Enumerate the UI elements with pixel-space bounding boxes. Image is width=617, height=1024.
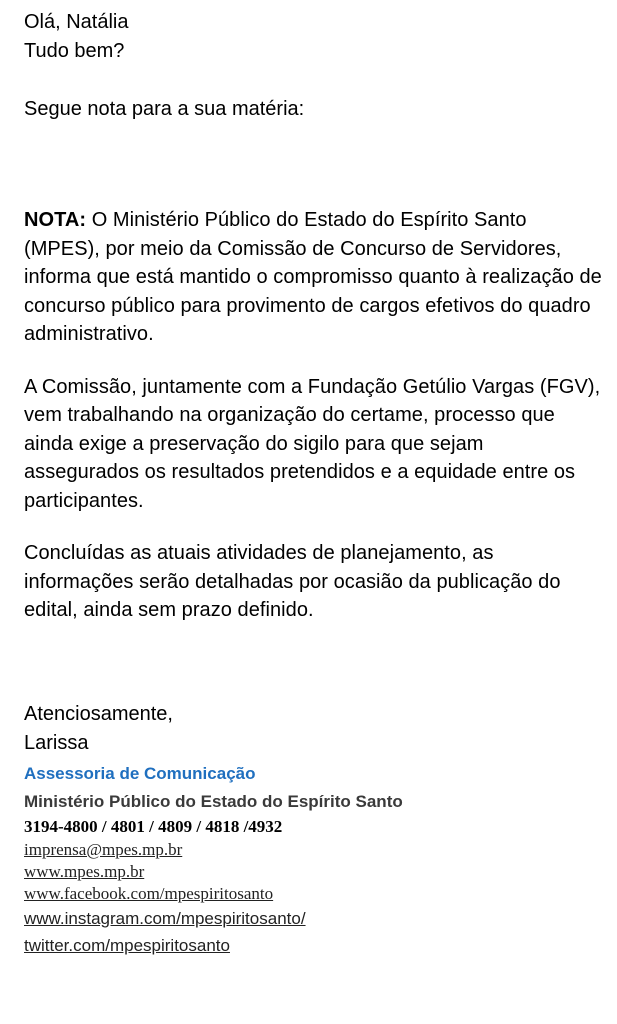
spacer — [24, 66, 604, 95]
spacer — [24, 124, 604, 206]
signature-twitter-link[interactable]: twitter.com/mpespiritosanto — [24, 935, 230, 955]
sender-name: Larissa — [24, 731, 89, 754]
signature-instagram-link[interactable]: www.instagram.com/mpespiritosanto/ — [24, 908, 306, 928]
email-signature — [24, 762, 604, 959]
signature-department: Assessoria de Comunicação — [24, 763, 256, 783]
signature-organization: Ministério Público do Estado do Espírito Santo — [24, 791, 403, 811]
greeting-line: Olá, Natália — [24, 11, 129, 33]
note-paragraph-1-text: O Ministério Público do Estado do Espírito Santo (MPES), por meio da Comissão de Concurso de Servidores, informa que está mantido o compromisso quanto à realização de concurso público para provimento de cargos efetivos do quadro administrativo. — [24, 209, 602, 345]
note-paragraph-1 — [24, 206, 602, 349]
spacer — [24, 515, 604, 539]
intro-text: Segue nota para a sua matéria: — [24, 98, 305, 120]
note-paragraph-2: A Comissão, juntamente com a Fundação Getúlio Vargas (FGV), vem trabalhando na organização do certame, processo que ainda exige a preservação do sigilo para que sejam assegurados os resultados pretendidos e a equidade entre os participantes. — [24, 375, 601, 512]
spacer — [24, 349, 604, 373]
note-paragraph-3: Concluídas as atuais atividades de planejamento, as informações serão detalhadas por ocasião da publicação do edital, ainda sem prazo definido. — [24, 542, 561, 621]
greeting-question: Tudo bem? — [24, 40, 125, 62]
signature-email-link[interactable]: imprensa@mpes.mp.br — [24, 839, 183, 859]
email-body — [24, 8, 604, 959]
note-label: NOTA: — [24, 209, 87, 231]
signature-phones: 3194-4800 / 4801 / 4809 / 4818 /4932 — [24, 816, 283, 836]
spacer — [24, 625, 604, 700]
signature-website-link[interactable]: www.mpes.mp.br — [24, 861, 145, 881]
closing-salutation: Atenciosamente, — [24, 702, 173, 725]
signature-facebook-link[interactable]: www.facebook.com/mpespiritosanto — [24, 883, 274, 903]
